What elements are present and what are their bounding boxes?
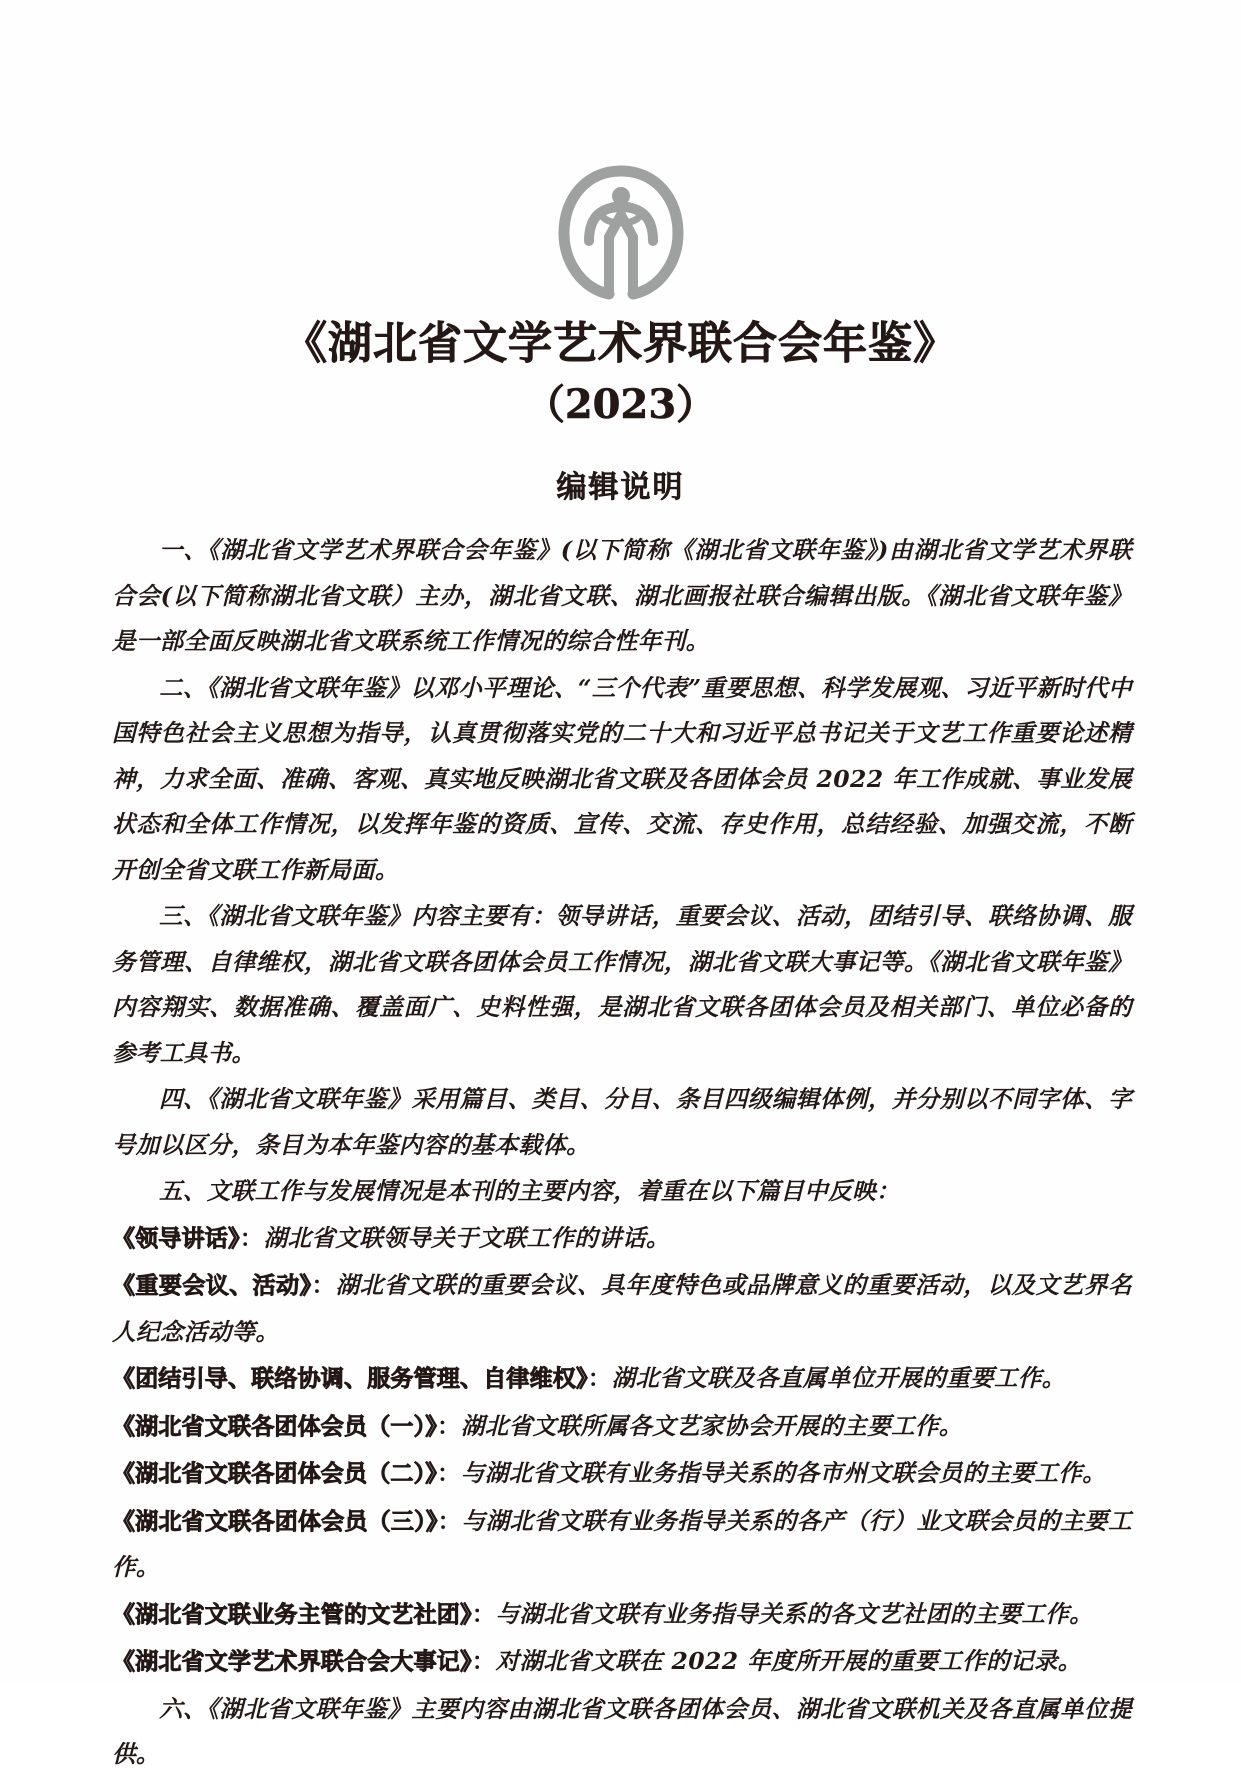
list-item-separator: ： (311, 1271, 336, 1299)
list-item-separator: ： (471, 1599, 496, 1628)
list-item-description: 与湖北省文联有业务指导关系的各产（行）业文联会员的主要工作。 (112, 1506, 1133, 1581)
list-item (112, 1592, 1132, 1639)
list-item (112, 1639, 1132, 1686)
paragraph-4: 四、《湖北省文联年鉴》采用篇目、类目、分目、条目四级编辑体例，并分别以不同字体、字号加以区分，条目为本年鉴内容的基本载体。 (112, 1085, 1132, 1159)
list-item-separator: ： (437, 1506, 462, 1535)
list-item-separator: ： (437, 1459, 461, 1487)
list-item-label: 《湖北省文联业务主管的文艺社团》 (112, 1601, 472, 1628)
list-item-label: 《团结引导、联络协调、服务管理、自律维权》 (112, 1366, 588, 1392)
list-item-label: 《领导讲话》 (112, 1225, 240, 1252)
paragraph-6: 六、《湖北省文联年鉴》主要内容由湖北省文联各团体会员、湖北省文联机关及各直属单位提供。 (112, 1694, 1132, 1768)
section-heading: 编辑说明 (556, 470, 685, 505)
list-item (112, 1216, 1132, 1263)
list-item-separator: ： (587, 1364, 612, 1392)
list-item-label: 《湖北省文联各团体会员（一）》 (112, 1413, 437, 1440)
paragraph-3: 三、《湖北省文联年鉴》内容主要有：领导讲话，重要会议、活动，团结引导、联络协调、服务管理、自律维权，湖北省文联各团体会员工作情况，湖北省文联大事记等。《湖北省文联年鉴》内容翔实、数据准确、覆盖面广、史料性强，是湖北省文联各团体会员及相关部门、单位必备的参考工具书。 (112, 902, 1132, 1067)
list-item-description: 湖北省文联所属各文艺家协会开展的主要工作。 (460, 1411, 963, 1440)
page-title: 《湖北省文学艺术界联合会年鉴》 (283, 318, 958, 369)
list-item-label: 《重要会议、活动》 (112, 1273, 312, 1299)
list-item (112, 1263, 1132, 1355)
list-item-label: 《湖北省文学艺术界联合会大事记》 (112, 1649, 472, 1675)
paragraph-1: 一、《湖北省文学艺术界联合会年鉴》(以下简称《湖北省文联年鉴》)由湖北省文学艺术界联合会(以下简称湖北省文联）主办，湖北省文联、湖北画报社联合编辑出版。《湖北省文联年鉴》是一部全面反映湖北省文联系统工作情况的综合性年刊。 (112, 536, 1132, 655)
list-item (112, 1404, 1132, 1451)
list-item-description: 与湖北省文联有业务指导关系的各市州文联会员的主要工作。 (460, 1459, 1107, 1487)
list-item-separator: ： (239, 1223, 264, 1252)
list-item (112, 1451, 1132, 1498)
logo-container (0, 163, 1241, 303)
hubei-federation-emblem-icon (551, 163, 691, 303)
list-item-separator: ： (437, 1411, 461, 1440)
list-item-description: 对湖北省文联在 2022 年度所开展的重要工作的记录。 (495, 1647, 1082, 1675)
list-item-description: 湖北省文联领导关于文联工作的讲话。 (263, 1223, 670, 1252)
list-item-description: 湖北省文联及各直属单位开展的重要工作。 (611, 1364, 1066, 1392)
list-item-separator: ： (471, 1647, 496, 1675)
paragraph-5: 五、文联工作与发展情况是本刊的主要内容，着重在以下篇目中反映： (159, 1177, 900, 1205)
list-item-description: 湖北省文联的重要会议、具年度特色或品牌意义的重要活动，以及文艺界名人纪念活动等。 (112, 1271, 1132, 1346)
paragraph-2: 二、《湖北省文联年鉴》以邓小平理论、“三个代表”重要思想、科学发展观、习近平新时代中国特色社会主义思想为指导，认真贯彻落实党的二十大和习近平总书记关于文艺工作重要论述精神，力求全面、准确、客观、真实地反映湖北省文联及各团体会员 2022 年工作成就、事业发展状态和全体工作情况，以发挥年鉴的资质、宣传、交流、存史作用，总结经验、加强交流，不断开创全省文联工作新局面。 (112, 673, 1132, 884)
list-item-description: 与湖北省文联有业务指导关系的各文艺社团的主要工作。 (495, 1599, 1094, 1628)
list-item (112, 1356, 1132, 1403)
list-item-label: 《湖北省文联各团体会员（三）》 (112, 1508, 438, 1535)
title-block (0, 315, 1241, 433)
body-column (112, 528, 1132, 1779)
list-item-label: 《湖北省文联各团体会员（二）》 (112, 1461, 437, 1487)
page-year: （2023） (524, 381, 717, 429)
list-item (112, 1499, 1132, 1591)
